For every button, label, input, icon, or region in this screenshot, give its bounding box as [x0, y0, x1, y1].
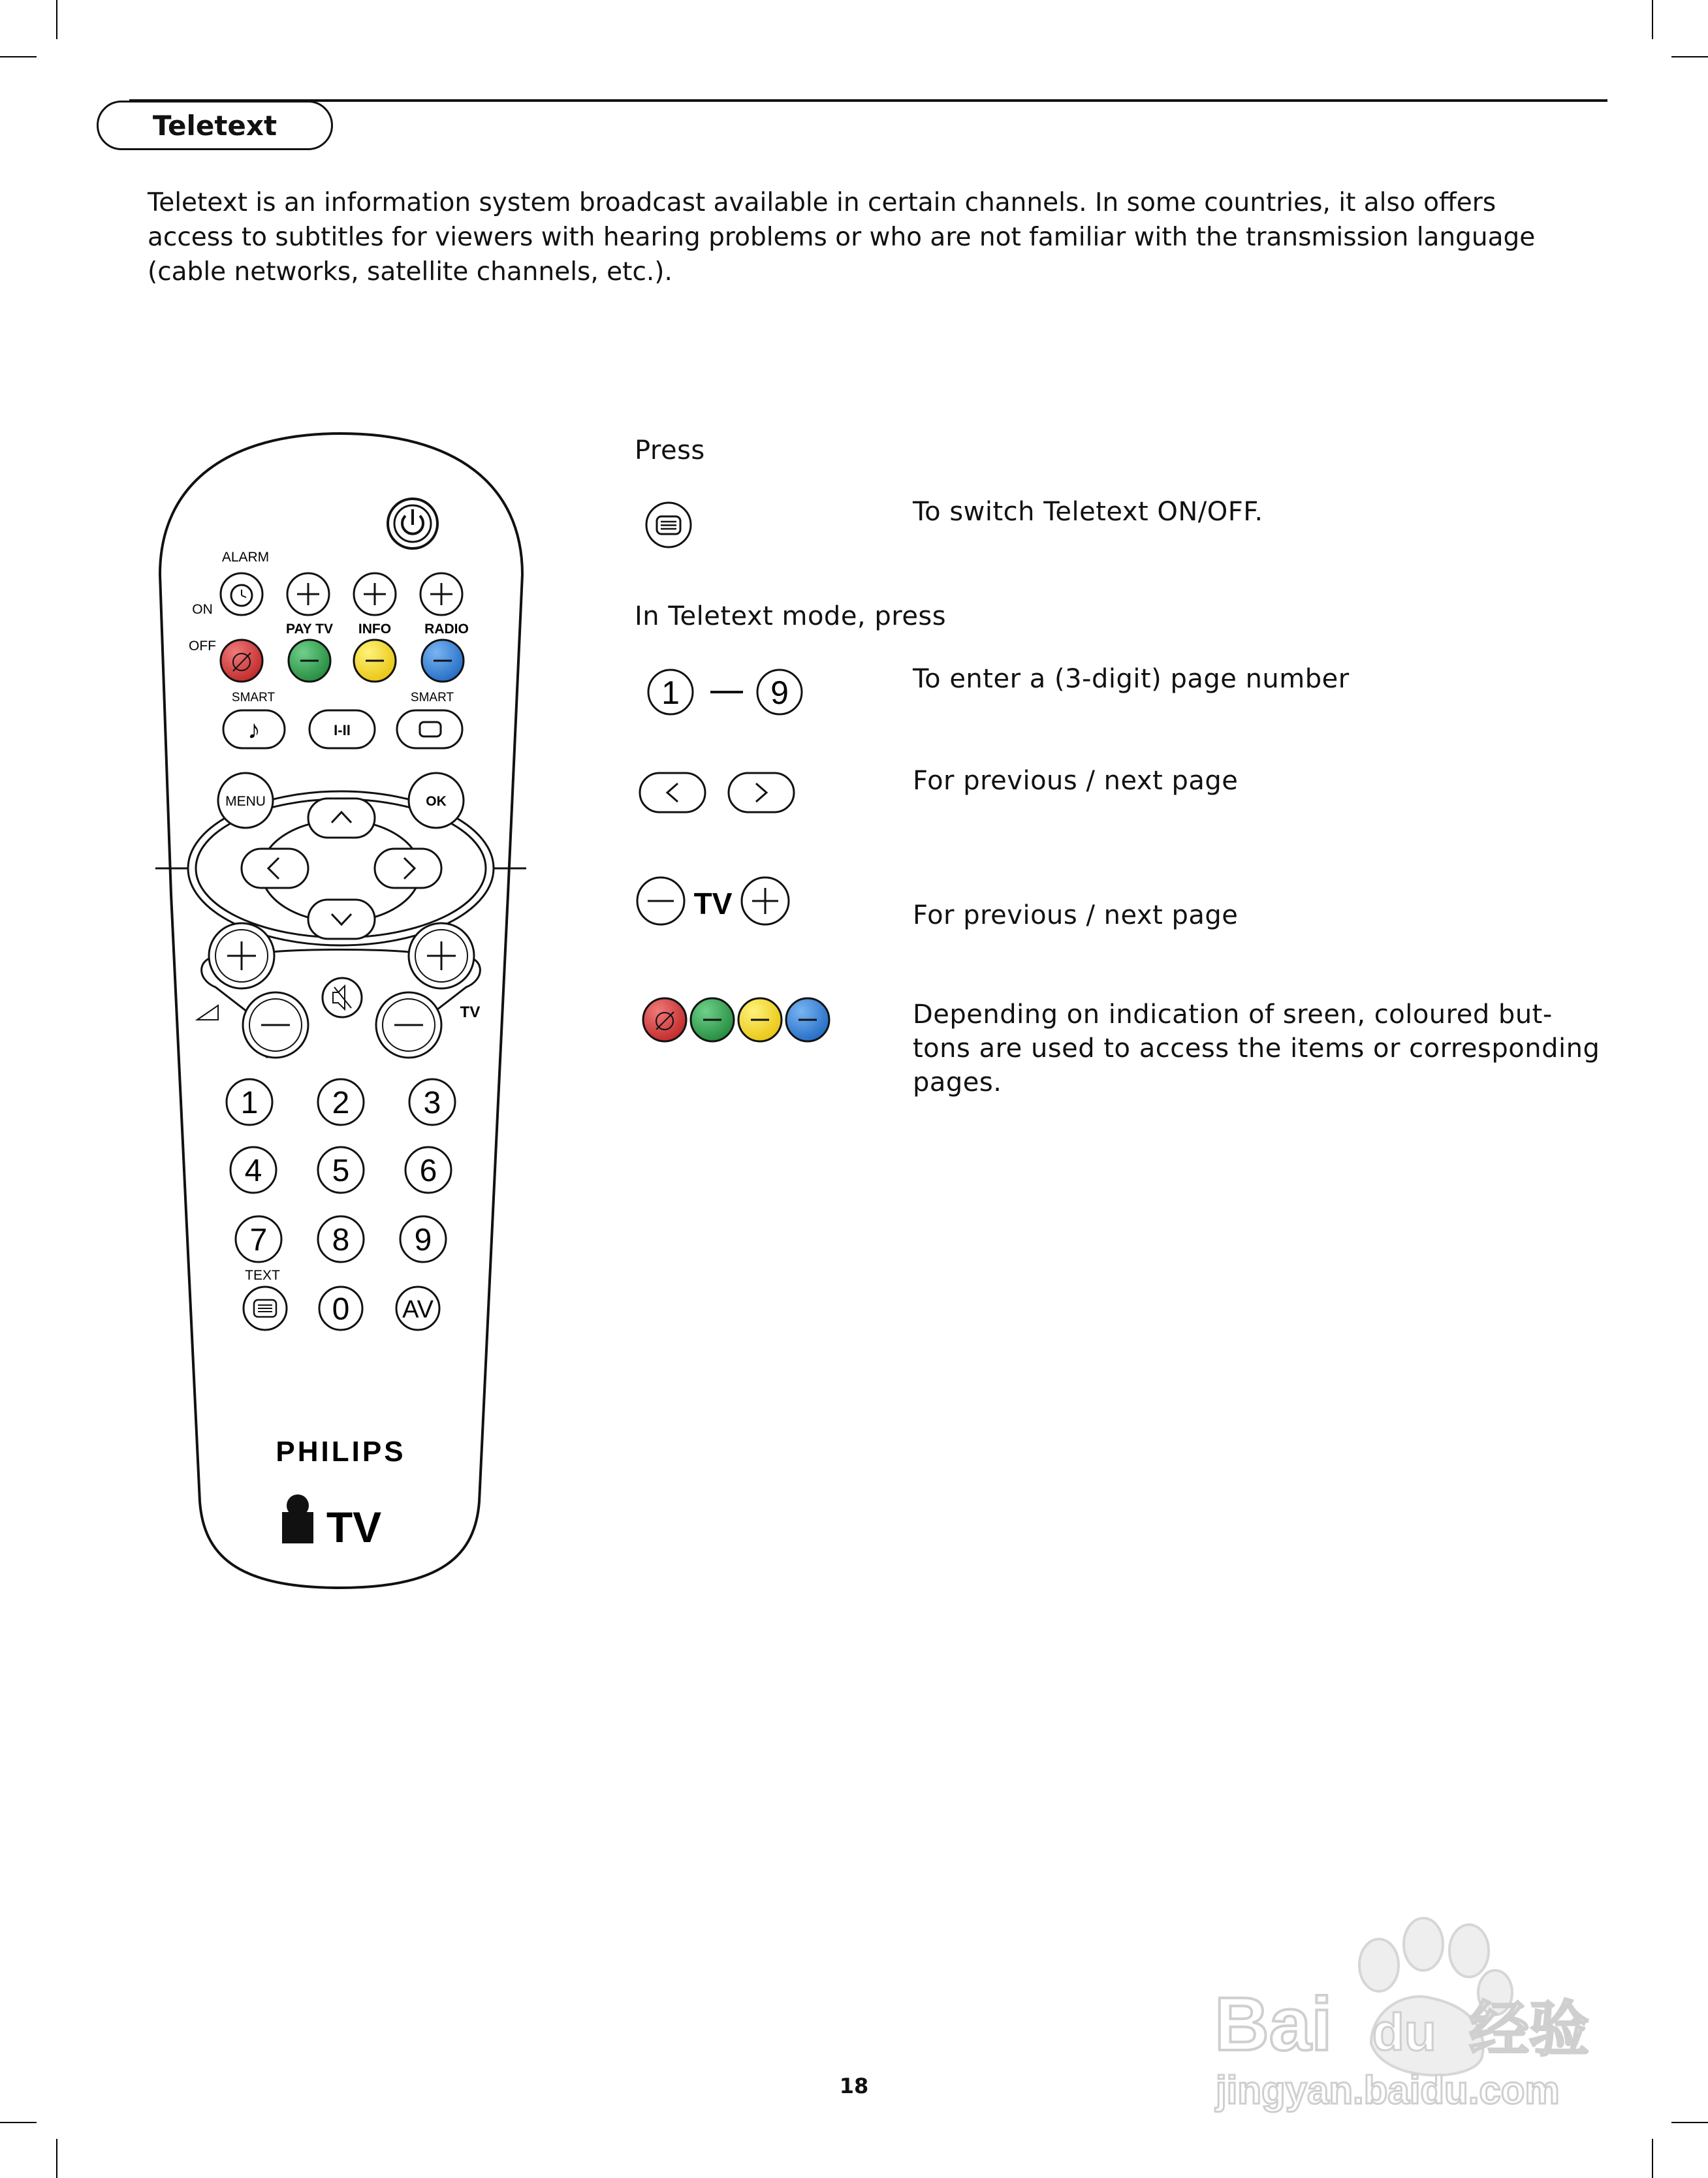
- svg-text:AV: AV: [402, 1296, 434, 1323]
- crop-mark: [0, 2122, 37, 2123]
- program-tv-label: TV: [460, 1003, 481, 1021]
- power-button[interactable]: [388, 499, 437, 548]
- section-title-pill: [97, 101, 333, 150]
- page-arrows-icon: [637, 769, 807, 816]
- svg-text:1: 1: [661, 674, 680, 711]
- yellow-button[interactable]: [354, 640, 396, 682]
- ok-button[interactable]: [409, 773, 464, 828]
- svg-text:Bai: Bai: [1214, 1981, 1333, 2066]
- intro-paragraph: Teletext is an information system broadcast available in certain channels. In some countries, it also offers access to subtitles for viewers with hearing problems or who are not familiar with the transmission language (cable networks, satellite channels, etc.).: [148, 188, 1536, 287]
- svg-text:6: 6: [419, 1154, 437, 1188]
- key-6[interactable]: [405, 1147, 451, 1193]
- digit-range-icon: [644, 667, 807, 717]
- volume-up-button[interactable]: [209, 923, 274, 988]
- key-7[interactable]: [236, 1216, 281, 1262]
- svg-text:MENU: MENU: [225, 794, 266, 809]
- mode-label: In Teletext mode, press: [635, 601, 947, 631]
- info-label: INFO: [358, 622, 392, 637]
- crop-mark: [0, 56, 37, 57]
- svg-text:I-II: I-II: [334, 722, 351, 738]
- alarm-button[interactable]: [221, 573, 262, 615]
- mute-button[interactable]: [323, 978, 362, 1017]
- smart-right-label: SMART: [410, 691, 454, 704]
- dual-button[interactable]: [309, 710, 375, 748]
- svg-text:9: 9: [414, 1223, 432, 1257]
- remote-control: [150, 424, 555, 1600]
- crop-mark: [1652, 2139, 1653, 2178]
- program-down-button[interactable]: [376, 992, 441, 1058]
- smart-sound-button[interactable]: [223, 710, 285, 748]
- press-label: Press: [635, 435, 705, 466]
- key-4[interactable]: [230, 1147, 276, 1193]
- plus-button[interactable]: [287, 573, 329, 615]
- header-rule: [129, 99, 1607, 102]
- colour-desc-line-3: pages.: [913, 1067, 1002, 1097]
- digits-desc: To enter a (3-digit) page number: [913, 664, 1350, 694]
- text-label: TEXT: [245, 1268, 280, 1283]
- plus-button[interactable]: [420, 573, 462, 615]
- down-button[interactable]: [308, 900, 375, 939]
- smart-picture-button[interactable]: [397, 710, 462, 748]
- crop-mark: [56, 2139, 57, 2178]
- svg-text:7: 7: [249, 1223, 268, 1257]
- key-3[interactable]: [409, 1079, 455, 1125]
- tv-desc: For previous / next page: [913, 900, 1239, 930]
- on-label: ON: [192, 602, 213, 617]
- teletext-icon: [644, 500, 693, 550]
- radio-label: RADIO: [424, 622, 469, 637]
- teletext-button[interactable]: [244, 1287, 287, 1330]
- svg-text:4: 4: [244, 1154, 262, 1188]
- program-up-button[interactable]: [409, 923, 474, 988]
- svg-text:jingyan.baidu.com: jingyan.baidu.com: [1216, 2068, 1560, 2112]
- brand-logo: PHILIPS: [276, 1436, 406, 1468]
- key-5[interactable]: [318, 1147, 364, 1193]
- menu-button[interactable]: [218, 773, 273, 828]
- tv-program-icon: [633, 875, 797, 927]
- svg-text:8: 8: [332, 1223, 350, 1257]
- switch-desc: To switch Teletext ON/OFF.: [913, 497, 1263, 527]
- key-9[interactable]: [400, 1216, 446, 1262]
- blue-button[interactable]: [422, 640, 464, 682]
- tv-logo: [282, 1494, 381, 1551]
- alarm-label: ALARM: [221, 550, 270, 565]
- green-button[interactable]: [289, 640, 330, 682]
- red-dot: [643, 998, 686, 1041]
- svg-text:1: 1: [240, 1086, 259, 1120]
- colour-desc-line-1: Depending on indication of sreen, coloured but-: [913, 1000, 1553, 1030]
- right-button[interactable]: [375, 849, 441, 888]
- crop-mark: [1652, 0, 1653, 39]
- arrows-desc: For previous / next page: [913, 766, 1239, 796]
- svg-text:TV: TV: [326, 1503, 382, 1551]
- svg-text:3: 3: [423, 1086, 441, 1120]
- off-label: OFF: [189, 639, 216, 654]
- volume-down-button[interactable]: [243, 992, 308, 1058]
- page-number: 18: [839, 2074, 869, 2098]
- music-note-icon: ♪: [247, 716, 261, 744]
- svg-text:9: 9: [770, 674, 789, 711]
- svg-text:经验: 经验: [1469, 1997, 1590, 2063]
- svg-text:5: 5: [332, 1154, 350, 1188]
- red-button[interactable]: [221, 640, 262, 682]
- paytv-label: PAY TV: [286, 622, 333, 637]
- key-2[interactable]: [318, 1079, 364, 1125]
- key-8[interactable]: [318, 1216, 364, 1262]
- crop-mark: [1671, 2122, 1708, 2123]
- coloured-buttons-icon: [640, 995, 836, 1045]
- key-1[interactable]: [227, 1079, 272, 1125]
- baidu-watermark: [1208, 1913, 1613, 2115]
- section-title: Teletext: [152, 109, 277, 142]
- crop-mark: [1671, 56, 1708, 57]
- plus-button[interactable]: [354, 573, 396, 615]
- previous-page-icon: [640, 773, 705, 812]
- av-button[interactable]: [396, 1287, 439, 1330]
- key-0[interactable]: [319, 1287, 362, 1330]
- svg-text:du: du: [1372, 2003, 1436, 2061]
- smart-left-label: SMART: [231, 691, 276, 704]
- svg-text:OK: OK: [426, 794, 447, 809]
- svg-text:TV: TV: [693, 887, 733, 921]
- left-button[interactable]: [242, 849, 308, 888]
- crop-mark: [56, 0, 57, 39]
- svg-text:2: 2: [332, 1086, 350, 1120]
- up-button[interactable]: [308, 798, 375, 838]
- next-page-icon: [729, 773, 794, 812]
- svg-text:0: 0: [332, 1292, 350, 1327]
- colour-desc-line-2: tons are used to access the items or corresponding: [913, 1034, 1600, 1064]
